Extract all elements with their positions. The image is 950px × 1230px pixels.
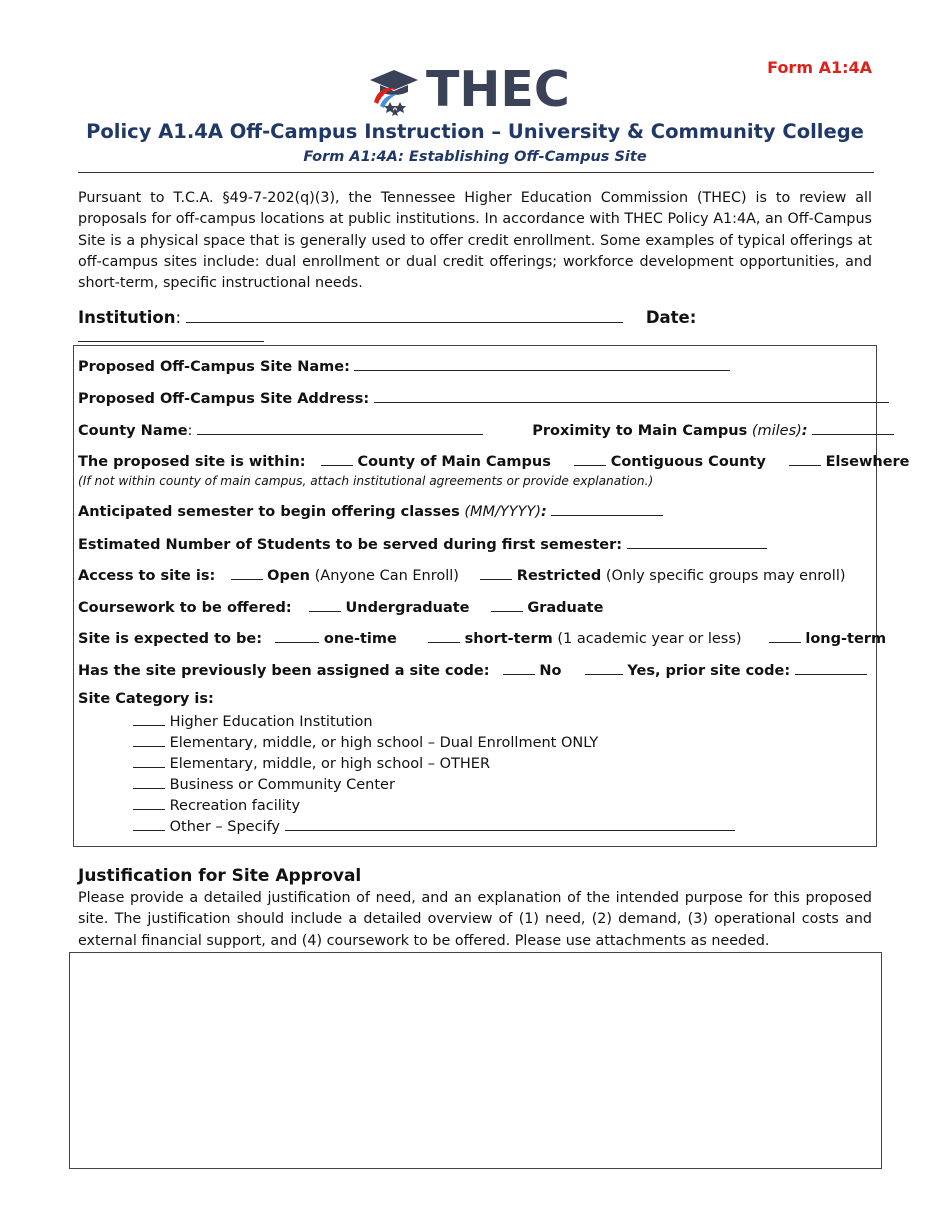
logo-wordmark: THEC <box>426 61 570 118</box>
category-item <box>133 817 735 835</box>
site-code-label: Has the site previously been assigned a site code: <box>78 663 490 679</box>
within-county-main-check[interactable] <box>321 452 353 466</box>
category-item <box>133 712 373 730</box>
institution-date-row: Institution: Date: <box>78 308 874 346</box>
within-note: (If not within county of main campus, attach institutional agreements or provide explanation.) <box>78 474 654 488</box>
title-divider <box>78 172 874 173</box>
institution-label: Institution <box>78 308 176 327</box>
county-label: County Name <box>78 423 188 439</box>
category-check[interactable] <box>133 796 165 810</box>
date-field[interactable] <box>78 327 264 342</box>
institution-field[interactable] <box>186 308 623 323</box>
county-field[interactable] <box>197 421 483 435</box>
expected-short-label: short-term <box>464 631 553 647</box>
coursework-ug-check[interactable] <box>309 598 341 612</box>
category-label: Site Category is: <box>78 691 214 707</box>
expected-short-desc: (1 academic year or less) <box>557 631 742 647</box>
access-restricted-desc: (Only specific groups may enroll) <box>605 568 846 584</box>
category-label: Elementary, middle, or high school – Dual Enrollment ONLY <box>169 735 599 751</box>
category-check[interactable] <box>133 733 165 747</box>
access-restricted-label: Restricted <box>516 568 602 584</box>
category-check[interactable] <box>133 754 165 768</box>
access-open-label: Open <box>267 568 311 584</box>
category-check[interactable] <box>133 817 165 831</box>
coursework-label: Coursework to be offered: <box>78 600 292 616</box>
within-contiguous-check[interactable] <box>574 452 606 466</box>
intro-paragraph: Pursuant to T.C.A. §49-7-202(q)(3), the Tennessee Higher Education Commission (THEC) is to review all proposals for off-campus locations at public institutions. In accordance with THEC Policy A1:4A, an Off-Campus Site is a physical space that is generally used to offer credit enrollment. Some examples of typical offerings at off-campus sites include: dual enrollment or dual credit offerings; workforce development opportunities, and short-term, specific instructional needs. <box>78 190 872 292</box>
site-code-no-check[interactable] <box>503 661 535 675</box>
access-label: Access to site is: <box>78 568 216 584</box>
site-code-no-label: No <box>539 663 562 679</box>
other-specify-field[interactable] <box>285 817 735 831</box>
site-address-label: Proposed Off-Campus Site Address: <box>78 391 370 407</box>
within-row <box>78 452 910 470</box>
within-label: The proposed site is within: <box>78 454 306 470</box>
category-heading <box>78 691 214 707</box>
access-row <box>78 566 846 584</box>
access-open-check[interactable] <box>231 566 263 580</box>
within-county-main-label: County of Main Campus <box>357 454 551 470</box>
category-label: Other – Specify <box>169 819 281 835</box>
category-item <box>133 754 490 772</box>
justification-text: Please provide a detailed justification of need, and an explanation of the intended purpose for this proposed site. The justification should include a detailed overview of (1) need, (2) demand, (3) operational costs and external financial support, and (4) coursework to be offered. Please use attachments as needed. <box>78 890 872 949</box>
access-open-desc: (Anyone Can Enroll) <box>314 568 459 584</box>
proximity-label: Proximity to Main Campus <box>532 423 748 439</box>
students-row <box>78 535 767 553</box>
semester-field[interactable] <box>551 502 663 516</box>
semester-label: Anticipated semester to begin offering classes <box>78 504 460 520</box>
site-name-field[interactable] <box>354 357 730 371</box>
within-contiguous-label: Contiguous County <box>610 454 766 470</box>
category-check[interactable] <box>133 712 165 726</box>
site-address-field[interactable] <box>374 389 889 403</box>
within-elsewhere-label: Elsewhere <box>825 454 910 470</box>
site-address-row <box>78 389 889 407</box>
justification-heading: Justification for Site Approval <box>78 866 362 886</box>
site-code-yes-label: Yes, prior site code: <box>627 663 791 679</box>
page-title: Policy A1.4A Off-Campus Instruction – University & Community College <box>86 120 864 143</box>
expected-long-check[interactable] <box>769 629 801 643</box>
proximity-unit: (miles) <box>751 423 802 439</box>
page-subtitle: Form A1:4A: Establishing Off-Campus Site <box>303 149 647 165</box>
access-restricted-check[interactable] <box>480 566 512 580</box>
site-code-yes-check[interactable] <box>585 661 623 675</box>
category-label: Higher Education Institution <box>169 714 373 730</box>
site-name-row <box>78 357 730 375</box>
site-code-row <box>78 661 867 679</box>
category-item <box>133 733 598 751</box>
coursework-grad-check[interactable] <box>491 598 523 612</box>
county-row: County Name: Proximity to Main Campus (miles): <box>78 421 894 439</box>
category-label: Business or Community Center <box>169 777 395 793</box>
students-field[interactable] <box>627 535 767 549</box>
expected-label: Site is expected to be: <box>78 631 263 647</box>
date-label: Date: <box>645 308 697 327</box>
proximity-field[interactable] <box>812 421 894 435</box>
justification-textarea[interactable] <box>69 952 882 1169</box>
graduation-cap-icon <box>368 66 428 118</box>
category-item <box>133 796 300 814</box>
expected-onetime-label: one-time <box>323 631 397 647</box>
students-label: Estimated Number of Students to be served during first semester: <box>78 537 623 553</box>
form-id: Form A1:4A <box>767 58 872 77</box>
category-label: Elementary, middle, or high school – OTHER <box>169 756 491 772</box>
category-label: Recreation facility <box>169 798 301 814</box>
category-check[interactable] <box>133 775 165 789</box>
expected-onetime-check[interactable] <box>275 629 319 643</box>
coursework-ug-label: Undergraduate <box>345 600 470 616</box>
expected-row <box>78 629 886 647</box>
semester-row: Anticipated semester to begin offering classes (MM/YYYY): <box>78 502 663 520</box>
site-name-label: Proposed Off-Campus Site Name: <box>78 359 350 375</box>
coursework-row <box>78 598 603 616</box>
within-elsewhere-check[interactable] <box>789 452 821 466</box>
thec-logo <box>368 61 588 118</box>
expected-long-label: long-term <box>805 631 887 647</box>
semester-format: (MM/YYYY) <box>464 504 542 520</box>
expected-short-check[interactable] <box>428 629 460 643</box>
prior-site-code-field[interactable] <box>795 661 867 675</box>
category-item <box>133 775 395 793</box>
coursework-grad-label: Graduate <box>527 600 604 616</box>
